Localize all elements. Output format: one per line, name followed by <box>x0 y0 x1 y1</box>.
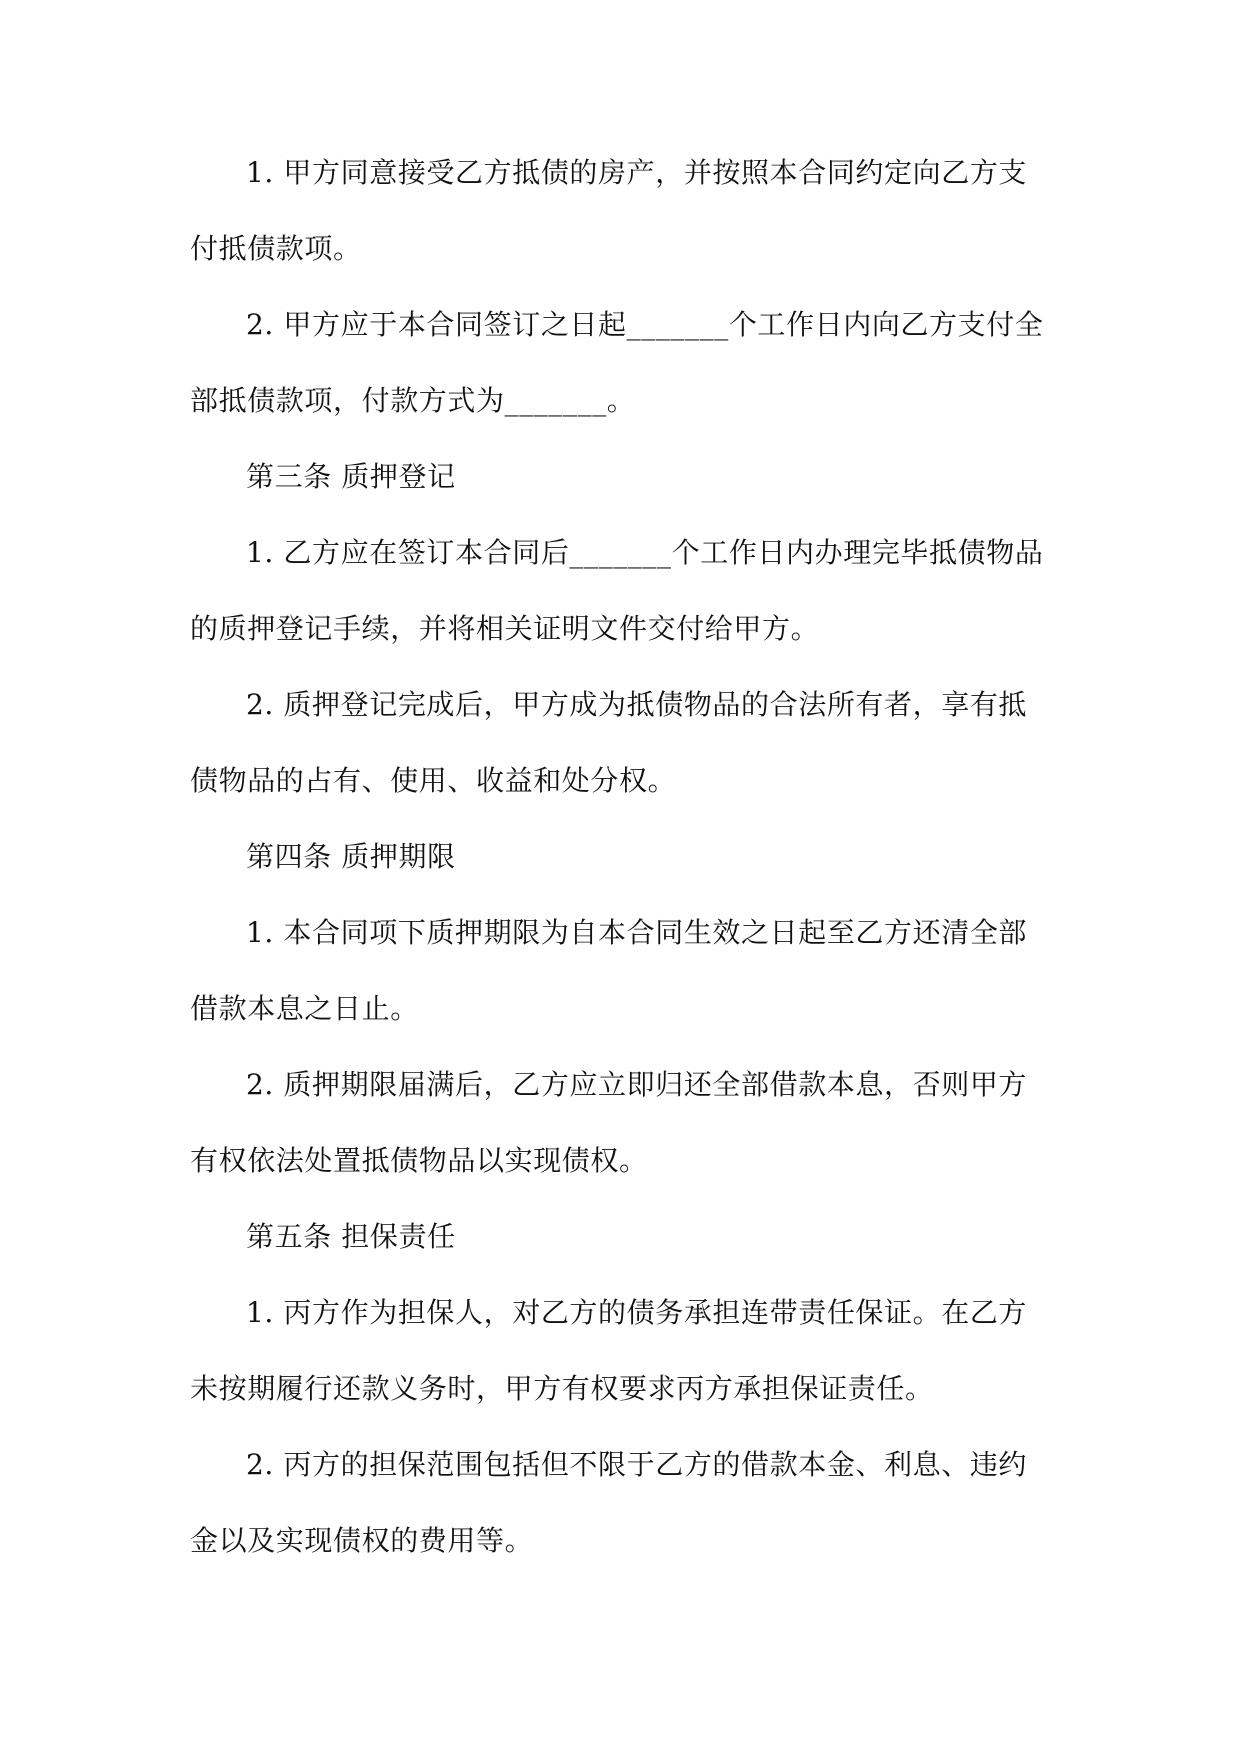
clause-3-item-2: 2. 质押登记完成后，甲方成为抵债物品的合法所有者，享有抵债物品的占有、使用、收益和处分权。 <box>190 688 1028 797</box>
section-heading-3: 第三条 质押登记 <box>246 460 456 493</box>
clause-3-item-1: 1. 乙方应在签订本合同后_______个工作日内办理完毕抵债物品的质押登记手续，并将相关证明文件交付给甲方。 <box>190 536 1044 645</box>
clause-4-item-2: 2. 质押期限届满后，乙方应立即归还全部借款本息，否则甲方有权依法处置抵债物品以实现债权。 <box>190 1068 1028 1177</box>
clause-2-item-1: 1. 甲方同意接受乙方抵债的房产，并按照本合同约定向乙方支付抵债款项。 <box>190 156 1028 265</box>
clause-5-item-2: 2. 丙方的担保范围包括但不限于乙方的借款本金、利息、违约金以及实现债权的费用等。 <box>190 1448 1028 1557</box>
section-heading-5: 第五条 担保责任 <box>246 1220 456 1253</box>
clause-4-item-1: 1. 本合同项下质押期限为自本合同生效之日起至乙方还清全部借款本息之日止。 <box>190 916 1028 1025</box>
section-heading-4: 第四条 质押期限 <box>246 840 456 873</box>
clause-2-item-2: 2. 甲方应于本合同签订之日起_______个工作日内向乙方支付全部抵债款项，付款方式为_______。 <box>190 308 1044 417</box>
clause-5-item-1: 1. 丙方作为担保人，对乙方的债务承担连带责任保证。在乙方未按期履行还款义务时，甲方有权要求丙方承担保证责任。 <box>190 1296 1028 1405</box>
